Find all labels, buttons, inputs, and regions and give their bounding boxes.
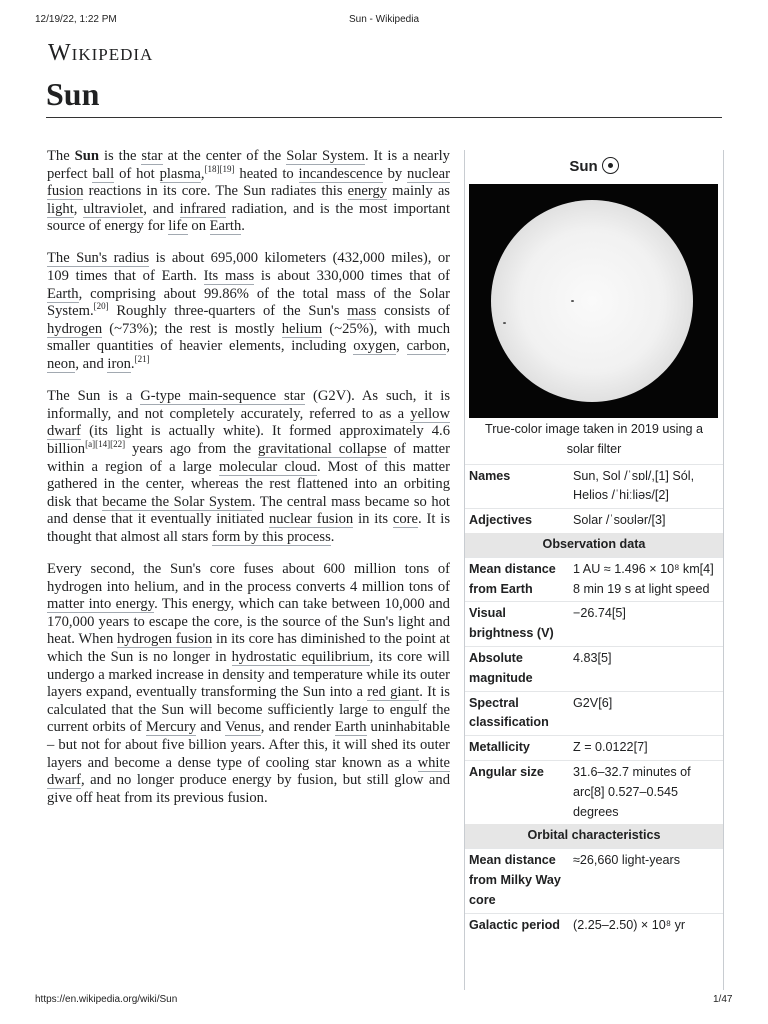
infobox-row-label: Adjectives (469, 513, 532, 528)
infobox-row-value: G2V[6] (573, 695, 613, 710)
infobox-title (465, 150, 723, 184)
infobox-row-label: Mean distance from Milky Way core (469, 853, 561, 907)
infobox-rows-orbital (465, 848, 723, 937)
infobox-row-value: ≈26,660 light-years (573, 853, 681, 868)
sun-disc (491, 200, 693, 402)
infobox-row (465, 508, 723, 533)
infobox-row-label: Galactic period (469, 917, 560, 932)
page-title: Sun (46, 76, 100, 112)
wikipedia-logo[interactable]: Wikipedia (48, 40, 154, 66)
sun-symbol-icon (602, 157, 619, 174)
infobox-row-label: Metallicity (469, 740, 530, 755)
infobox-row-label: Mean distance from Earth (469, 561, 556, 596)
article-body (47, 148, 450, 822)
infobox-row (465, 848, 723, 912)
infobox-row-value: 1 AU ≈ 1.496 × 10⁸ km[4] 8 min 19 s at light speed (573, 561, 714, 596)
infobox-row (465, 646, 723, 691)
infobox (464, 150, 724, 990)
infobox-row-value: 31.6–32.7 minutes of arc[8] 0.527–0.545 degrees (573, 764, 691, 819)
infobox-row (465, 913, 723, 938)
print-page-number: 1/47 (713, 994, 733, 1005)
print-page-title: Sun - Wikipedia (348, 14, 420, 25)
print-url: https://en.wikipedia.org/wiki/Sun (35, 994, 178, 1005)
infobox-row-label: Absolute magnitude (469, 650, 533, 685)
infobox-title-text: Sun (569, 158, 598, 175)
infobox-row (465, 760, 723, 824)
infobox-row (465, 735, 723, 760)
section-orbital-characteristics: Orbital characteristics (465, 824, 723, 848)
section-observation-data: Observation data (465, 533, 723, 557)
sunspot (503, 322, 506, 324)
infobox-row-label: Names (469, 468, 511, 483)
infobox-row (465, 691, 723, 736)
sun-photo[interactable] (469, 184, 718, 418)
sunspot (571, 300, 574, 302)
infobox-rows-names (465, 464, 723, 533)
photo-caption: True-color image taken in 2019 using a solar filter (485, 422, 703, 456)
infobox-row (465, 464, 723, 509)
paragraph-2: The Sun's radius is about 695,000 kilometers (432,000 miles), or 109 times that of Earth. Its mass is about 330,000 times that of Earth, comprising about 99.86% of the total mass of the Solar System.[20] Roughly three-quarters of the Sun's mass consists of hydrogen (~73%); the rest is mostly helium (~25%), with much smaller quantities of heavier elements, including oxygen, carbon, neon, and iron.[21] (47, 250, 450, 373)
infobox-row-value: Solar /ˈsoʊlər/[3] (573, 513, 666, 528)
paragraph-1: The Sun is the star at the center of the Solar System. It is a nearly perfect ball of hot plasma,[18][19] heated to incandescence by nuclear fusion reactions in its core. The Sun radiates this energy mainly as light, ultraviolet, and infrared radiation, and is the most important source of energy for life on Earth. (47, 148, 451, 235)
paragraph-3: The Sun is a G-type main-sequence star (G2V). As such, it is informally, and not completely accurately, referred to as a yellow dwarf (its light is actually white). It formed approximately 4.6 billion[a][14][22] years ago from the gravitational collapse of matter within a region of a large molecular cloud. Most of this matter gathered in the center, whereas the rest flattened into an orbiting disk that became the Solar System. The central mass became so hot and dense that it eventually initiated nuclear fusion in its core. It is thought that almost all stars form by this process. (47, 388, 451, 545)
infobox-row-value: Z = 0.0122[7] (573, 740, 648, 755)
infobox-row (465, 557, 723, 602)
infobox-row-label: Angular size (469, 764, 544, 779)
print-datetime: 12/19/22, 1:22 PM (35, 14, 117, 25)
infobox-row (465, 601, 723, 646)
infobox-rows-observation (465, 557, 723, 825)
infobox-row-value: Sun, Sol /ˈsɒl/,[1] Sól, Helios /ˈhiːliəs/[2] (573, 468, 695, 503)
infobox-row-label: Spectral classification (469, 695, 549, 730)
infobox-row-value: −26.74[5] (573, 606, 626, 621)
infobox-row-label: Visual brightness (V) (469, 606, 554, 641)
infobox-row-value: (2.25–2.50) × 10⁸ yr (573, 917, 686, 932)
paragraph-4: Every second, the Sun's core fuses about 600 million tons of hydrogen into helium, and in the process converts 4 million tons of matter into energy. This energy, which can take between 10,000 and 170,000 years to escape the core, is the source of the Sun's light and heat. When hydrogen fusion in its core has diminished to the point at which the Sun is no longer in hydrostatic equilibrium, its core will undergo a marked increase in density and temperature while its outer layers expand, eventually transforming the Sun into a red giant. It is calculated that the Sun will become sufficiently large to engulf the current orbits of Mercury and Venus, and render Earth uninhabitable – but not for about five billion years. After this, it will shed its outer layers and become a dense type of cooling star known as a white dwarf, and no longer produce energy by fusion, but still glow and give off heat from its previous fusion. (47, 560, 450, 806)
title-rule (46, 117, 722, 118)
infobox-row-value: 4.83[5] (573, 650, 612, 665)
